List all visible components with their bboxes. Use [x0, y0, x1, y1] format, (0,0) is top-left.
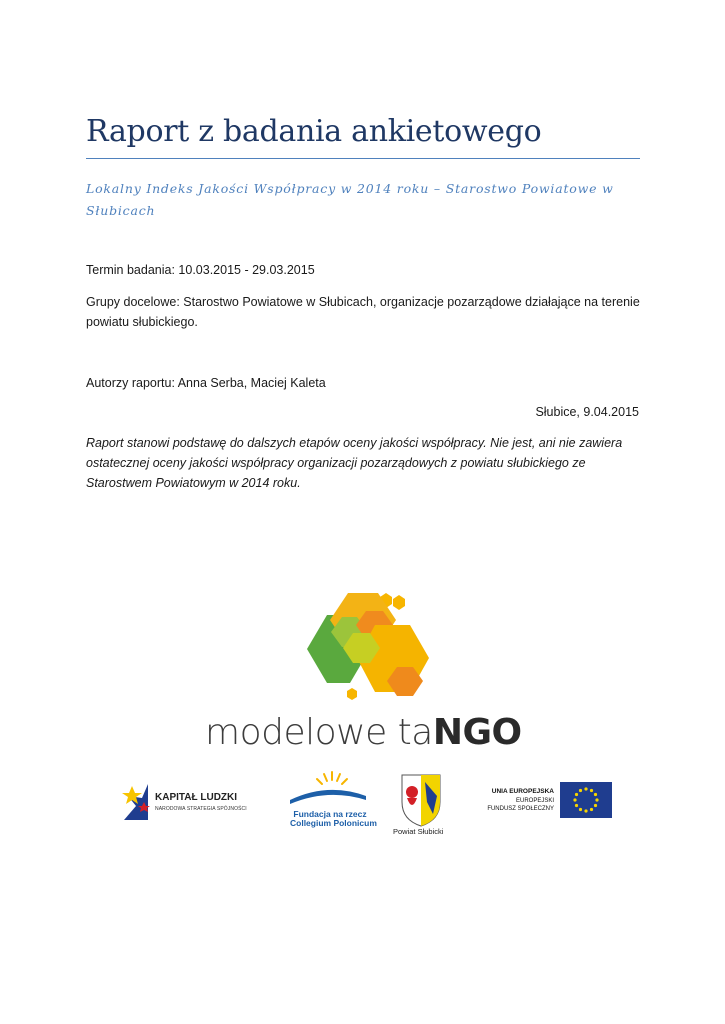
- fundacja-line-1: Fundacja na rzecz: [293, 809, 367, 819]
- kapital-ludzki-title: KAPITAŁ LUDZKI: [155, 792, 238, 803]
- fundacja-line-2: Collegium Polonicum: [290, 818, 377, 828]
- brand-name-suffix: NGO: [432, 712, 522, 753]
- powiat-name: Powiat Słubicki: [393, 827, 444, 836]
- kapital-ludzki-star-icon: [118, 776, 158, 820]
- target-groups: Grupy docelowe: Starostwo Powiatowe w Słubicach, organizacje pozarządowe działające na terenie powiatu słubickiego.: [86, 295, 640, 329]
- fundacja-sun-icon: [288, 770, 368, 806]
- report-title: Raport z badania ankietowego: [86, 114, 542, 149]
- ue-line-1: EUROPEJSKI: [515, 798, 554, 804]
- eu-flag-icon: [560, 782, 612, 818]
- disclaimer-text: Raport stanowi podstawę do dalszych etapów oceny jakości współpracy. Nie jest, ani nie zawiera ostatecznej oceny jakości współpracy organizacji pozarządowych z powiatu słubickiego ze Starostwem Powiatowym w 2014 roku.: [86, 436, 623, 490]
- kapital-ludzki-subtitle: NARODOWA STRATEGIA SPÓJNOŚCI: [155, 806, 247, 812]
- place-and-date: Słubice, 9.04.2015: [535, 405, 639, 419]
- brand-wordmark: [205, 712, 535, 753]
- fundacja-name: [290, 809, 377, 828]
- ue-title: UNIA EUROPEJSKA: [491, 788, 554, 795]
- report-subtitle: Lokalny Indeks Jakości Współpracy w 2014 roku – Starostwo Powiatowe w Słubicach: [86, 181, 614, 218]
- brand-name-prefix: modelowe ta: [205, 712, 433, 753]
- report-authors: Autorzy raportu: Anna Serba, Maciej Kaleta: [86, 376, 326, 390]
- ue-line-2: FUNDUSZ SPOŁECZNY: [487, 806, 554, 812]
- title-divider: [86, 158, 640, 159]
- powiat-coat-of-arms-icon: [399, 772, 443, 828]
- survey-term: Termin badania: 10.03.2015 - 29.03.2015: [86, 263, 315, 277]
